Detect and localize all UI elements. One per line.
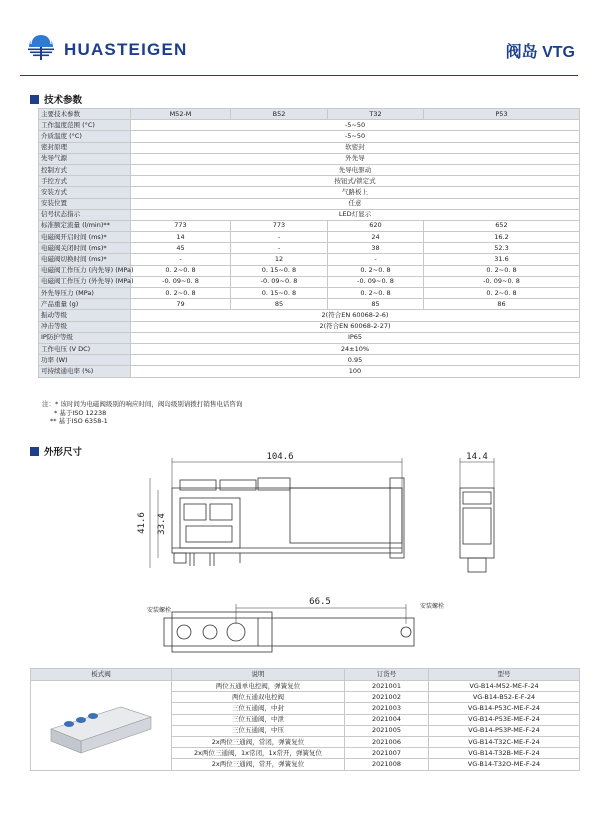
spec-value: - xyxy=(231,243,328,254)
spec-row xyxy=(39,276,580,287)
note-line: ** 基于ISO 6358-1 xyxy=(50,417,108,425)
spec-label: 工作温度范围 (°C) xyxy=(39,120,131,131)
order-code: 2021001 xyxy=(345,681,429,692)
dim-screw-spacing: 66.5 xyxy=(309,597,331,607)
screw-label-right: 安装螺栓 xyxy=(420,603,445,610)
order-model: VG-B14-B52-E-F-24 xyxy=(429,692,580,703)
order-code: 2021008 xyxy=(345,759,429,770)
spec-value: 12 xyxy=(231,254,328,265)
spec-value: 620 xyxy=(328,220,424,231)
section-title-spec: 技术参数 xyxy=(30,92,82,106)
order-model: VG-B14-P53E-ME-F-24 xyxy=(429,714,580,725)
spec-value: 气路板上 xyxy=(131,187,580,198)
order-table-body xyxy=(31,681,580,771)
spec-header-row xyxy=(39,109,580,120)
spec-col-header: 主要技术参数 xyxy=(39,109,131,120)
spec-value: -0. 09~0. 8 xyxy=(328,276,424,287)
spec-row xyxy=(39,176,580,187)
page-header xyxy=(0,0,597,80)
spec-row xyxy=(39,288,580,299)
spec-value: 0. 15~0. 8 xyxy=(231,288,328,299)
order-code: 2021005 xyxy=(345,725,429,736)
spec-value: IP65 xyxy=(131,332,580,343)
spec-label: 信号状态指示 xyxy=(39,209,131,220)
order-col-header: 订货号 xyxy=(345,669,429,681)
spec-value: 773 xyxy=(131,220,231,231)
spec-value: -0. 09~0. 8 xyxy=(424,276,580,287)
valve-product-image xyxy=(31,681,172,771)
order-model: VG-B14-T32O-ME-F-24 xyxy=(429,759,580,770)
spec-label: 工作电压 (V DC) xyxy=(39,343,131,354)
order-table xyxy=(30,668,580,771)
page-title: 阀岛 VTG xyxy=(505,44,575,61)
spec-label: 先导气源 xyxy=(39,153,131,164)
spec-label: 安装方式 xyxy=(39,187,131,198)
order-model: VG-B14-T32B-ME-F-24 xyxy=(429,748,580,759)
spec-label: 外先导压力 (MPa) xyxy=(39,288,131,299)
spec-label: 功率 (W) xyxy=(39,355,131,366)
spec-value: - xyxy=(131,254,231,265)
spec-row xyxy=(39,332,580,343)
spec-value: 100 xyxy=(131,366,580,377)
spec-value: 软密封 xyxy=(131,142,580,153)
spec-value: 38 xyxy=(328,243,424,254)
spec-label: IP防护等级 xyxy=(39,332,131,343)
spec-row xyxy=(39,265,580,276)
spec-value: -0. 09~0. 8 xyxy=(131,276,231,287)
spec-value: - xyxy=(328,254,424,265)
order-desc: 三位五通阀，中压 xyxy=(172,725,345,736)
spec-label: 产品重量 (g) xyxy=(39,299,131,310)
spec-row xyxy=(39,366,580,377)
order-desc: 2x两位三通阀，常开，弹簧复位 xyxy=(172,759,345,770)
logo-icon xyxy=(26,32,56,62)
spec-col-header: P53 xyxy=(424,109,580,120)
spec-value: 652 xyxy=(424,220,580,231)
order-desc: 三位五通阀，中封 xyxy=(172,703,345,714)
spec-label: 介质温度 (°C) xyxy=(39,131,131,142)
spec-row xyxy=(39,232,580,243)
spec-label: 密封原理 xyxy=(39,142,131,153)
spec-value: LED灯显示 xyxy=(131,209,580,220)
spec-row xyxy=(39,299,580,310)
spec-label: 电磁阀关闭时间 (ms)* xyxy=(39,243,131,254)
spec-label: 手控方式 xyxy=(39,176,131,187)
spec-value: 0. 2~0. 8 xyxy=(424,288,580,299)
spec-value: 52.3 xyxy=(424,243,580,254)
spec-value: 79 xyxy=(131,299,231,310)
spec-row xyxy=(39,243,580,254)
dimension-drawing xyxy=(137,448,570,660)
spec-value: 24±10% xyxy=(131,343,580,354)
spec-notes xyxy=(42,400,242,426)
note-line: * 基于ISO 12238 xyxy=(54,408,107,417)
order-model: VG-B14-P53P-ME-F-24 xyxy=(429,725,580,736)
spec-col-header: B52 xyxy=(231,109,328,120)
spec-value: 16.2 xyxy=(424,232,580,243)
spec-table xyxy=(38,108,580,378)
order-desc: 两位五通单电控阀，弹簧复位 xyxy=(172,681,345,692)
spec-label: 标准额定流量 (l/min)** xyxy=(39,220,131,231)
spec-table-body xyxy=(39,109,580,378)
spec-value: 31.6 xyxy=(424,254,580,265)
brand-name: HUASTEIGEN xyxy=(64,40,188,59)
spec-label: 冲击等级 xyxy=(39,321,131,332)
spec-row xyxy=(39,209,580,220)
order-desc: 两位五通双电控阀 xyxy=(172,692,345,703)
spec-value: -5~50 xyxy=(131,120,580,131)
spec-value: 773 xyxy=(231,220,328,231)
spec-value: -0. 09~0. 8 xyxy=(231,276,328,287)
spec-row xyxy=(39,254,580,265)
spec-label: 电磁阀开启时间 (ms)* xyxy=(39,232,131,243)
spec-value: 2(符合EN 60068-2-27) xyxy=(131,321,580,332)
order-desc: 2x两位三通阀，1x常闭，1x常开，弹簧复位 xyxy=(172,748,345,759)
spec-value: 24 xyxy=(328,232,424,243)
spec-value: 45 xyxy=(131,243,231,254)
dim-width: 14.4 xyxy=(466,452,488,462)
spec-label: 安装位置 xyxy=(39,198,131,209)
spec-value: 0. 2~0. 8 xyxy=(328,265,424,276)
order-model: VG-B14-M52-ME-F-24 xyxy=(429,681,580,692)
spec-label: 可持续通电率 (%) xyxy=(39,366,131,377)
order-col-header: 板式阀 xyxy=(31,669,172,681)
screw-label-left: 安装螺栓 xyxy=(147,607,172,614)
header-divider xyxy=(20,75,578,76)
spec-value: 2(符合EN 60068-2-6) xyxy=(131,310,580,321)
spec-label: 控制方式 xyxy=(39,164,131,175)
dim-length: 104.6 xyxy=(266,452,294,462)
order-model: VG-B14-P53C-ME-F-24 xyxy=(429,703,580,714)
order-code: 2021004 xyxy=(345,714,429,725)
section-title-dim: 外形尺寸 xyxy=(30,444,82,458)
valve-illustration-icon xyxy=(41,689,161,759)
order-col-header: 说明 xyxy=(172,669,345,681)
order-code: 2021002 xyxy=(345,692,429,703)
table-row xyxy=(31,681,580,692)
spec-value: 按钮式/锁定式 xyxy=(131,176,580,187)
order-code: 2021006 xyxy=(345,736,429,747)
spec-value: 0. 2~0. 8 xyxy=(131,265,231,276)
order-code: 2021007 xyxy=(345,748,429,759)
order-col-header: 型号 xyxy=(429,669,580,681)
spec-row xyxy=(39,355,580,366)
order-desc: 三位五通阀，中泄 xyxy=(172,714,345,725)
spec-row xyxy=(39,220,580,231)
spec-value: 85 xyxy=(328,299,424,310)
spec-row xyxy=(39,321,580,332)
spec-col-header: T32 xyxy=(328,109,424,120)
spec-row xyxy=(39,310,580,321)
spec-label: 电磁阀工作压力 (外先导) (MPa) xyxy=(39,276,131,287)
spec-label: 振动等级 xyxy=(39,310,131,321)
spec-row xyxy=(39,153,580,164)
spec-value: 0.95 xyxy=(131,355,580,366)
spec-value: 外先导 xyxy=(131,153,580,164)
spec-col-header: M52-M xyxy=(131,109,231,120)
spec-label: 电磁阀切换时间 (ms)* xyxy=(39,254,131,265)
note-line: 注：* 该时间为电磁阀级别的响应时间，阀岛级别请拨打销售电话咨询 xyxy=(42,400,243,408)
spec-row xyxy=(39,343,580,354)
spec-row xyxy=(39,198,580,209)
order-desc: 2x两位三通阀，常闭，弹簧复位 xyxy=(172,736,345,747)
square-bullet-icon xyxy=(30,95,39,104)
spec-value: -5~50 xyxy=(131,131,580,142)
spec-value: 0. 2~0. 8 xyxy=(131,288,231,299)
spec-value: 86 xyxy=(424,299,580,310)
spec-label: 电磁阀工作压力 (内先导) (MPa) xyxy=(39,265,131,276)
square-bullet-icon xyxy=(30,447,39,456)
spec-value: 85 xyxy=(231,299,328,310)
spec-value: - xyxy=(231,232,328,243)
dim-height-body: 33.4 xyxy=(157,513,167,535)
spec-value: 先导电驱动 xyxy=(131,164,580,175)
spec-row xyxy=(39,131,580,142)
order-model: VG-B14-T32C-ME-F-24 xyxy=(429,736,580,747)
order-code: 2021003 xyxy=(345,703,429,714)
spec-value: 任意 xyxy=(131,198,580,209)
spec-value: 0. 15~0. 8 xyxy=(231,265,328,276)
spec-row xyxy=(39,142,580,153)
spec-value: 0. 2~0. 8 xyxy=(424,265,580,276)
spec-row xyxy=(39,187,580,198)
spec-row xyxy=(39,120,580,131)
spec-value: 14 xyxy=(131,232,231,243)
spec-value: 0. 2~0. 8 xyxy=(328,288,424,299)
spec-row xyxy=(39,164,580,175)
dim-height-total: 41.6 xyxy=(137,512,147,534)
order-header-row xyxy=(31,669,580,681)
